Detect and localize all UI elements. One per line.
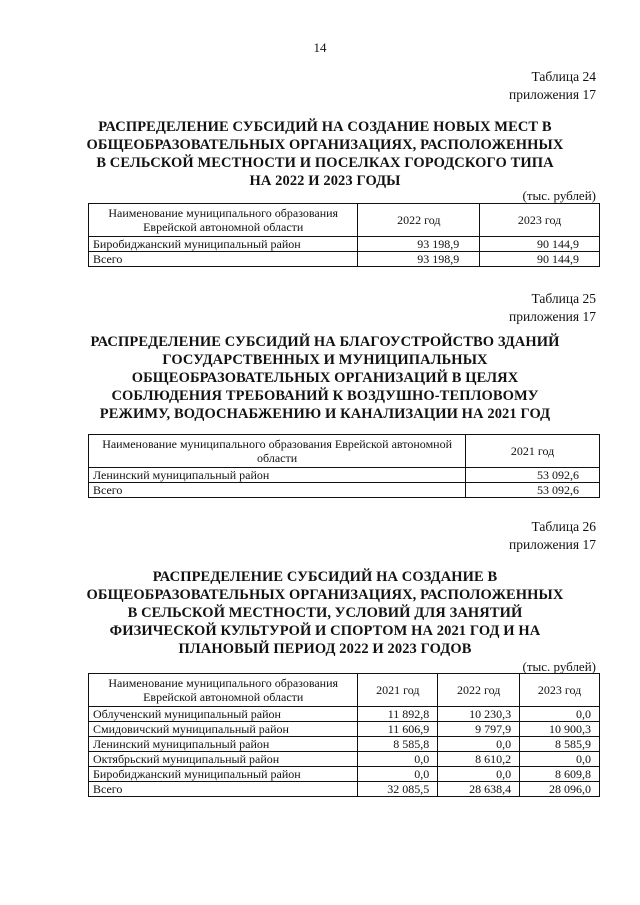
- cell: Всего: [89, 782, 358, 797]
- cell: 11 892,8: [358, 707, 438, 722]
- cell: 93 198,9: [358, 237, 480, 252]
- header-cell: Наименование муниципального образования Еврейской автономной области: [89, 435, 466, 468]
- cell: 8 610,2: [438, 752, 520, 767]
- cell: 0,0: [438, 737, 520, 752]
- table-row: [89, 707, 600, 722]
- table-24: [88, 203, 600, 267]
- page-number: 14: [313, 40, 327, 55]
- table-row: [89, 237, 600, 252]
- table-25-label: [509, 290, 596, 326]
- table-26-label: [509, 518, 596, 554]
- table-24-unit: (тыс. рублей): [522, 188, 596, 203]
- title-line: РАСПРЕДЕЛЕНИЕ СУБСИДИЙ НА СОЗДАНИЕ В: [152, 569, 498, 585]
- table-row: [89, 483, 600, 498]
- title-line: ОБЩЕОБРАЗОВАТЕЛЬНЫХ ОРГАНИЗАЦИЯХ, РАСПОЛОЖЕННЫХ: [86, 137, 564, 153]
- table-25-title: [80, 333, 570, 423]
- cell: 93 198,9: [358, 252, 480, 267]
- cell: 90 144,9: [480, 237, 600, 252]
- table-label-line1: Таблица 26: [531, 519, 596, 534]
- cell: 10 900,3: [520, 722, 600, 737]
- table-label-line2: приложения 17: [508, 87, 596, 102]
- title-line: НА 2022 И 2023 ГОДЫ: [249, 173, 401, 189]
- cell: Ленинский муниципальный район: [89, 468, 466, 483]
- title-line: РЕЖИМУ, ВОДОСНАБЖЕНИЮ И КАНАЛИЗАЦИИ НА 2021 ГОД: [99, 406, 551, 422]
- table-row: [89, 722, 600, 737]
- cell: Всего: [89, 483, 466, 498]
- table-24-title: [80, 118, 570, 190]
- table-row: [89, 252, 600, 267]
- cell: Смидовичский муниципальный район: [89, 722, 358, 737]
- table-label-line1: Таблица 25: [531, 291, 596, 306]
- title-line: ОБЩЕОБРАЗОВАТЕЛЬНЫХ ОРГАНИЗАЦИЯХ, РАСПОЛОЖЕННЫХ: [86, 587, 564, 603]
- header-cell: Наименование муниципального образования Еврейской автономной области: [89, 204, 358, 237]
- title-line: ФИЗИЧЕСКОЙ КУЛЬТУРОЙ И СПОРТОМ НА 2021 ГОД И НА: [109, 623, 541, 639]
- cell: 53 092,6: [466, 468, 600, 483]
- cell: Ленинский муниципальный район: [89, 737, 358, 752]
- table-header-row: [89, 435, 600, 468]
- table-26: [88, 673, 600, 797]
- table-row: [89, 767, 600, 782]
- cell: 90 144,9: [480, 252, 600, 267]
- table-25: [88, 434, 600, 498]
- table-label-line1: Таблица 24: [531, 69, 596, 84]
- table-row: [89, 468, 600, 483]
- title-line: В СЕЛЬСКОЙ МЕСТНОСТИ И ПОСЕЛКАХ ГОРОДСКОГО ТИПА: [96, 155, 554, 171]
- cell: 32 085,5: [358, 782, 438, 797]
- table-24-label: [509, 68, 596, 104]
- table-row: [89, 737, 600, 752]
- cell: 28 638,4: [438, 782, 520, 797]
- cell: Октябрьский муниципальный район: [89, 752, 358, 767]
- table-row: [89, 752, 600, 767]
- table-label-line2: приложения 17: [508, 309, 596, 324]
- title-line: РАСПРЕДЕЛЕНИЕ СУБСИДИЙ НА БЛАГОУСТРОЙСТВО ЗДАНИЙ: [90, 334, 560, 350]
- table-header-row: [89, 674, 600, 707]
- cell: 11 606,9: [358, 722, 438, 737]
- title-line: ГОСУДАРСТВЕННЫХ И МУНИЦИПАЛЬНЫХ: [162, 352, 488, 368]
- header-cell: 2022 год: [438, 674, 520, 707]
- header-cell: 2021 год: [358, 674, 438, 707]
- cell: Биробиджанский муниципальный район: [89, 767, 358, 782]
- cell: 10 230,3: [438, 707, 520, 722]
- cell: 8 585,8: [358, 737, 438, 752]
- cell: 9 797,9: [438, 722, 520, 737]
- cell: 0,0: [358, 752, 438, 767]
- table-row: [89, 782, 600, 797]
- cell: 0,0: [520, 707, 600, 722]
- cell: 8 609,8: [520, 767, 600, 782]
- cell: Биробиджанский муниципальный район: [89, 237, 358, 252]
- cell: 53 092,6: [466, 483, 600, 498]
- cell: Облученский муниципальный район: [89, 707, 358, 722]
- table-26-title: [80, 568, 570, 658]
- header-cell: Наименование муниципального образования Еврейской автономной области: [89, 674, 358, 707]
- title-line: В СЕЛЬСКОЙ МЕСТНОСТИ, УСЛОВИЙ ДЛЯ ЗАНЯТИЙ: [127, 605, 523, 621]
- cell: 28 096,0: [520, 782, 600, 797]
- header-cell: 2021 год: [466, 435, 600, 468]
- cell: 8 585,9: [520, 737, 600, 752]
- cell: Всего: [89, 252, 358, 267]
- cell: 0,0: [520, 752, 600, 767]
- cell: 0,0: [438, 767, 520, 782]
- title-line: ПЛАНОВЫЙ ПЕРИОД 2022 И 2023 ГОДОВ: [178, 641, 472, 657]
- table-header-row: [89, 204, 600, 237]
- table-label-line2: приложения 17: [508, 537, 596, 552]
- header-cell: 2023 год: [480, 204, 600, 237]
- header-cell: 2022 год: [358, 204, 480, 237]
- cell: 0,0: [358, 767, 438, 782]
- title-line: СОБЛЮДЕНИЯ ТРЕБОВАНИЙ К ВОЗДУШНО-ТЕПЛОВОМУ: [111, 388, 539, 404]
- title-line: ОБЩЕОБРАЗОВАТЕЛЬНЫХ ОРГАНИЗАЦИЙ В ЦЕЛЯХ: [131, 370, 519, 386]
- table-26-unit: (тыс. рублей): [522, 659, 596, 674]
- title-line: РАСПРЕДЕЛЕНИЕ СУБСИДИЙ НА СОЗДАНИЕ НОВЫХ МЕСТ В: [98, 119, 552, 135]
- header-cell: 2023 год: [520, 674, 600, 707]
